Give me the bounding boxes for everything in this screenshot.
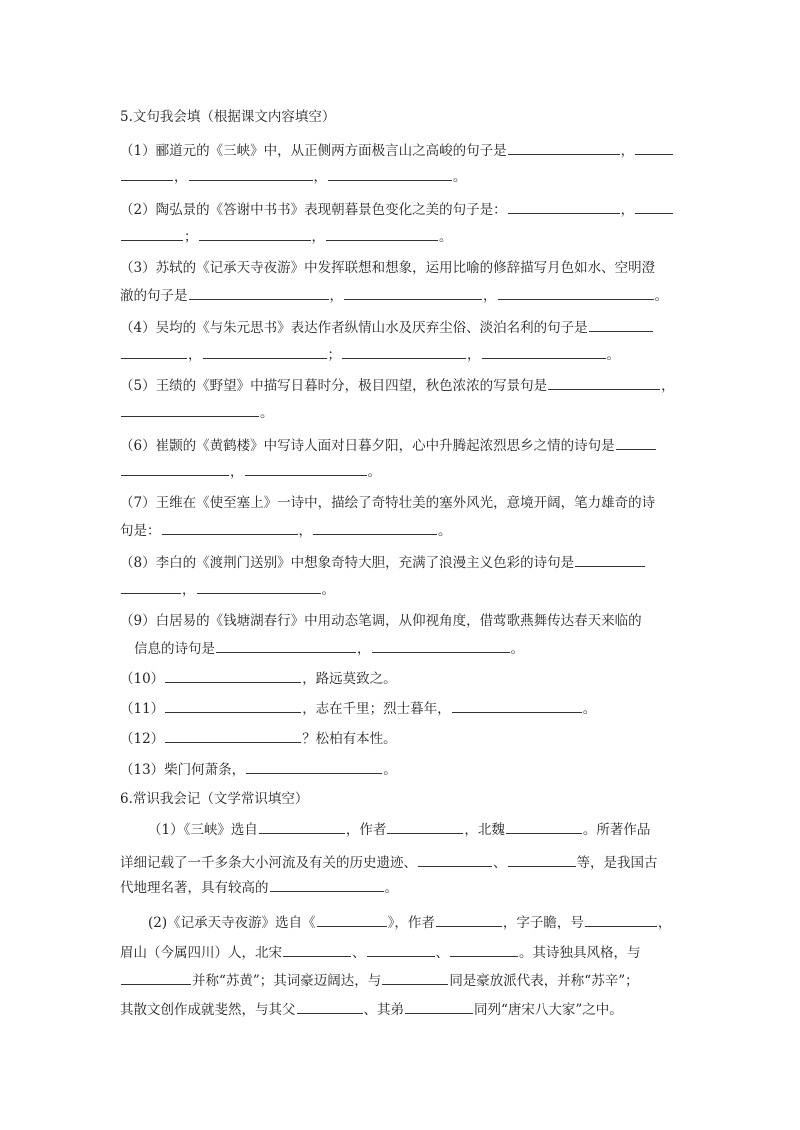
- p2-blank-2[interactable]: [283, 943, 351, 957]
- q9-text: 信息的诗句是: [134, 641, 215, 657]
- q12-line: [120, 729, 397, 747]
- p2-blank-3[interactable]: [367, 943, 435, 957]
- q3-text: 澈的句子是: [120, 288, 188, 304]
- q6-line2: [120, 462, 381, 480]
- q1-blank-4[interactable]: [328, 167, 452, 181]
- q9-sep: ，: [357, 641, 371, 657]
- q1-blank-2a[interactable]: [635, 141, 673, 155]
- q4-blank-4[interactable]: [482, 345, 606, 359]
- p2-line1: [148, 913, 671, 931]
- q9-end: 。: [510, 641, 524, 657]
- q5-line1: [120, 376, 675, 394]
- q5-text: （5）王绩的《野望》中描写日暮时分，极目四望，秋色浓浓的写景句是: [120, 378, 548, 394]
- q9-blank-1[interactable]: [216, 639, 356, 653]
- p1-blank-identity[interactable]: [506, 820, 582, 834]
- p2-blank-6[interactable]: [382, 971, 448, 985]
- p2-blank-hao[interactable]: [585, 913, 657, 927]
- q12-blank[interactable]: [165, 729, 301, 743]
- q7-line2: [120, 521, 452, 539]
- q7-sep: ，: [298, 523, 312, 539]
- p2-text: ，字子瞻，号: [502, 915, 584, 931]
- p1-text: 详细记载了一千多条大小河流及有关的历史遗迹、: [120, 855, 417, 871]
- p1-text: ，作者: [345, 822, 387, 838]
- p2-blank-4[interactable]: [450, 943, 518, 957]
- q9-blank-2[interactable]: [372, 639, 510, 653]
- p2-text: 同是豪放派代表，并称“苏辛”；: [449, 973, 639, 989]
- q8-end: 。: [321, 582, 335, 598]
- p2-text: (2)《记承天寺夜游》选自《: [148, 915, 316, 931]
- q4-blank-3[interactable]: [342, 345, 466, 359]
- q1-end: 。: [453, 169, 467, 185]
- p1-blank-source[interactable]: [259, 820, 345, 834]
- q8-line1: [120, 553, 646, 571]
- p1-text: 等，是我国古: [576, 855, 658, 871]
- q5-end: 。: [260, 405, 274, 421]
- q1-sep: ，: [174, 169, 188, 185]
- q1-line1: [120, 141, 674, 159]
- q6-end: 。: [367, 464, 381, 480]
- q8-text: （8）李白的《渡荆门送别》中想象奇特大胆，充满了浪漫主义色彩的诗句是: [120, 555, 575, 571]
- p2-text: 》，作者: [387, 915, 435, 931]
- q11-number: （11）: [120, 701, 165, 717]
- p2-text: 眉山（今属四川）人，北宋: [120, 945, 282, 961]
- q10-blank[interactable]: [165, 669, 301, 683]
- p2-text: 、: [435, 945, 449, 961]
- q2-blank-3[interactable]: [199, 227, 311, 241]
- q3-sep: ，: [483, 288, 497, 304]
- p1-blank-author[interactable]: [387, 820, 463, 834]
- p1-text: （1）《三峡》选自: [148, 822, 258, 838]
- p2-blank-brother[interactable]: [405, 1000, 473, 1014]
- q2-line1: [120, 200, 674, 218]
- p2-text: ，: [657, 915, 672, 931]
- p1-blank-value[interactable]: [270, 878, 384, 892]
- q2-text: （2）陶弘景的《答谢中书书》表现朝暮景色变化之美的句子是：: [120, 202, 507, 218]
- q6-blank-2[interactable]: [245, 462, 367, 476]
- p2-line4: [120, 1000, 623, 1018]
- q13-end: 。: [383, 762, 397, 778]
- q1-blank-3[interactable]: [189, 167, 313, 181]
- q10-line: [120, 669, 397, 687]
- q6-text: （6）崔颢的《黄鹤楼》中写诗人面对日暮夕阳，心中升腾起浓烈思乡之情的诗句是: [120, 438, 615, 454]
- q9-line2: [134, 639, 524, 657]
- p1-line1: [148, 820, 650, 838]
- q5-blank-1[interactable]: [548, 376, 660, 390]
- q8-blank-1a[interactable]: [575, 553, 645, 567]
- q8-blank-1b[interactable]: [121, 580, 181, 594]
- p2-blank-5[interactable]: [121, 971, 191, 985]
- q3-line2: [120, 286, 668, 304]
- q3-blank-1[interactable]: [189, 286, 329, 300]
- q6-sep: ，: [230, 464, 244, 480]
- p2-text: 、: [352, 945, 366, 961]
- p2-text: 。其诗独具风格，与: [519, 945, 641, 961]
- q7-blank-2[interactable]: [313, 521, 437, 535]
- q2-blank-2b[interactable]: [121, 227, 183, 241]
- q2-sep: ，: [620, 202, 635, 218]
- q11-end: 。: [582, 701, 597, 717]
- q5-blank-2[interactable]: [121, 403, 259, 417]
- q9-line1: （9）白居易的《钱塘湖春行》中用动态笔调，从仰视角度，借莺歌燕舞传达春天来临的: [120, 613, 642, 629]
- q13-text: （13）柴门何萧条，: [120, 762, 246, 778]
- q6-blank-1b[interactable]: [121, 462, 229, 476]
- p2-text: 、其弟: [363, 1002, 404, 1018]
- p1-line3: [120, 878, 398, 896]
- q1-sep: ，: [620, 143, 635, 159]
- q4-end: 。: [606, 347, 620, 363]
- q3-blank-3[interactable]: [498, 286, 654, 300]
- p1-line2: [120, 853, 658, 871]
- q2-sep: ，: [311, 229, 325, 245]
- q2-end: 。: [439, 229, 453, 245]
- q11-line: [120, 699, 596, 717]
- q12-text: ？松柏有本性。: [302, 731, 397, 747]
- p2-line2: [120, 943, 641, 961]
- section5-title: 5.文句我会填（根据课文内容填空）: [120, 109, 336, 125]
- p2-blank-father[interactable]: [297, 1000, 363, 1014]
- p2-blank-source[interactable]: [317, 913, 387, 927]
- q3-line1: （3）苏轼的《记承天寺夜游》中发挥联想和想象，运用比喻的修辞描写月色如水、空明澄: [120, 260, 656, 276]
- q1-text: （1）郦道元的《三峡》中，从正侧两方面极言山之高峻的句子是: [120, 143, 507, 159]
- q4-blank-1b[interactable]: [121, 345, 187, 359]
- p1-text: 。: [384, 880, 398, 896]
- q4-sep: ；: [327, 347, 341, 363]
- q4-blank-2[interactable]: [203, 345, 327, 359]
- q7-text: 句是：: [120, 523, 161, 539]
- q8-blank-2[interactable]: [197, 580, 321, 594]
- q4-line2: [120, 345, 620, 363]
- q4-text: （4）吴均的《与朱元思书》表达作者纵情山水及厌弃尘俗、淡泊名利的句子是: [120, 320, 588, 336]
- q10-text: ，路远莫致之。: [302, 671, 397, 687]
- q7-line1: （7）王维在《使至塞上》一诗中，描绘了奇特壮美的塞外风光，意境开阔，笔力雄奇的诗: [120, 495, 656, 511]
- q1-blank-2b[interactable]: [121, 167, 173, 181]
- q13-blank[interactable]: [246, 760, 382, 774]
- q2-blank-2a[interactable]: [635, 200, 673, 214]
- q12-number: （12）: [120, 731, 165, 747]
- q8-sep: ，: [182, 582, 196, 598]
- q8-line2: [120, 580, 335, 598]
- q3-blank-2[interactable]: [344, 286, 482, 300]
- q1-sep: ，: [313, 169, 327, 185]
- q11-blank-2[interactable]: [452, 699, 582, 713]
- q6-line1: [120, 436, 657, 454]
- q5-line2: [120, 403, 274, 421]
- q2-blank-1[interactable]: [508, 200, 620, 214]
- q5-sep: ，: [661, 378, 675, 394]
- p1-blank-3[interactable]: [508, 853, 576, 867]
- q13-line: [120, 760, 397, 778]
- q2-line2: [120, 227, 453, 245]
- q4-line1: [120, 318, 654, 336]
- p2-blank-author[interactable]: [436, 913, 502, 927]
- p2-text: 同列“唐宋八大家”之中。: [474, 1002, 623, 1018]
- p2-text: 并称“苏黄”；其词豪迈阔达，与: [192, 973, 382, 989]
- q11-blank-1[interactable]: [165, 699, 301, 713]
- p1-text: 代地理名著，具有较高的: [120, 880, 269, 896]
- q3-end: 。: [654, 288, 668, 304]
- q4-blank-1a[interactable]: [589, 318, 653, 332]
- q3-sep: ，: [329, 288, 343, 304]
- q11-text: ，志在千里；烈士暮年，: [302, 701, 451, 717]
- q7-end: 。: [438, 523, 452, 539]
- q4-sep: ，: [188, 347, 202, 363]
- q2-sep: ；: [184, 229, 198, 245]
- q6-blank-1a[interactable]: [616, 436, 656, 450]
- q10-number: （10）: [120, 671, 165, 687]
- p1-blank-2[interactable]: [418, 853, 492, 867]
- section6-title: 6.常识我会记（文学常识填空）: [120, 791, 309, 807]
- p2-text: 其散文创作成就斐然，与其父: [120, 1002, 296, 1018]
- q1-blank-1[interactable]: [508, 141, 620, 155]
- q4-sep: ，: [467, 347, 481, 363]
- q7-blank-1[interactable]: [162, 521, 298, 535]
- p1-text: ，北魏: [464, 822, 505, 838]
- q1-line2: [120, 167, 467, 185]
- p1-text: 、: [493, 855, 507, 871]
- p2-line3: [120, 971, 639, 989]
- p1-text: 。所著作品: [582, 822, 651, 838]
- q2-blank-4[interactable]: [326, 227, 438, 241]
